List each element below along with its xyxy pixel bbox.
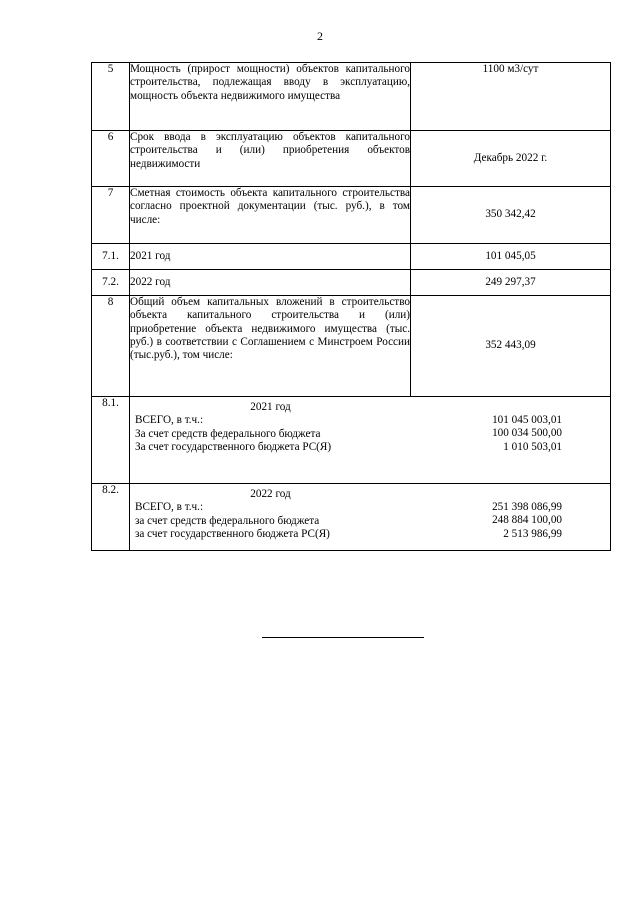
table-row (92, 296, 611, 397)
row-value: Декабрь 2022 г. (411, 131, 611, 187)
breakdown-value: 100 034 500,00 (492, 427, 562, 440)
table-row (92, 484, 611, 551)
breakdown-value: 101 045 003,01 (492, 414, 562, 426)
row-number: 6 (92, 131, 130, 187)
breakdown-value: 251 398 086,99 (492, 501, 562, 513)
row-number: 8 (92, 296, 130, 397)
breakdown-line: за счет средств федерального бюджета (135, 514, 320, 527)
breakdown-value: 248 884 100,00 (492, 514, 562, 527)
row-value: 352 443,09 (411, 296, 611, 397)
end-of-document-rule (262, 637, 424, 638)
row-number: 7 (92, 187, 130, 244)
funding-breakdown-values (410, 484, 610, 545)
table-row (92, 244, 611, 270)
breakdown-line: ВСЕГО, в т.ч.: (135, 414, 204, 427)
row-number: 7.1. (92, 244, 130, 270)
funding-breakdown-labels (130, 484, 410, 545)
breakdown-line: за счет государственного бюджета РС(Я) (135, 527, 330, 540)
table-row (92, 270, 611, 296)
page-number: 2 (317, 29, 323, 43)
row-description: Мощность (прирост мощности) объектов капитального строительства, подлежащая вводу в эксплуатацию, мощность объекта недвижимого имущества (130, 63, 411, 131)
year-heading: 2022 год (250, 488, 291, 500)
row-value: 350 342,42 (411, 187, 611, 244)
row-description: Общий объем капитальных вложений в строительство объекта капитального строительства и (или) приобретение объекта недвижимого имущества (тыс. руб.) в соответствии с Соглашением с Минстроем России (тыс.руб.), том числе: (130, 296, 411, 397)
funding-breakdown-labels (130, 397, 410, 458)
table-row (92, 63, 611, 131)
table-row (92, 397, 611, 484)
row-description: Срок ввода в эксплуатацию объектов капитального строительства и (или) приобретения объектов недвижимости (130, 131, 411, 187)
breakdown-line: За счет государственного бюджета РС(Я) (135, 440, 332, 453)
breakdown-line: За счет средств федерального бюджета (135, 427, 321, 440)
project-parameters-table (91, 62, 611, 551)
breakdown-value: 1 010 503,01 (503, 440, 562, 453)
row-value: 101 045,05 (411, 244, 611, 270)
row-description: Сметная стоимость объекта капитального строительства согласно проектной документации (тыс. руб.), в том числе: (130, 187, 411, 244)
year-heading: 2021 год (250, 401, 291, 413)
row-description: 2021 год (130, 244, 411, 270)
row-value: 249 297,37 (411, 270, 611, 296)
breakdown-value: 2 513 986,99 (503, 527, 562, 540)
table-row (92, 187, 611, 244)
table-row (92, 131, 611, 187)
funding-breakdown-cell (130, 397, 611, 484)
row-description: 2022 год (130, 270, 411, 296)
funding-breakdown-values (410, 397, 610, 458)
row-number: 8.2. (92, 484, 130, 551)
funding-breakdown-cell (130, 484, 611, 551)
breakdown-line: ВСЕГО, в т.ч.: (135, 501, 204, 514)
row-number: 8.1. (92, 397, 130, 484)
row-number: 5 (92, 63, 130, 131)
row-number: 7.2. (92, 270, 130, 296)
row-value: 1100 м3/сут (411, 63, 611, 131)
